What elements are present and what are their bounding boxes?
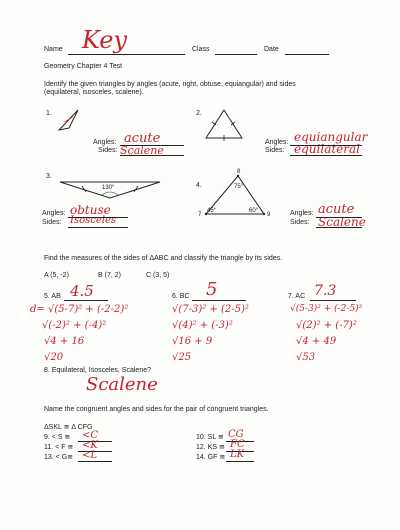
section2-instructions: Find the measures of the sides of ΔABC and classify the triangle by its sides. <box>44 255 283 262</box>
bc-line <box>192 300 246 301</box>
ab-label: 5. AB <box>44 293 61 300</box>
item1-sides-line <box>120 155 184 156</box>
bc-work-1: √(7-3)² + (2-5)² <box>172 304 249 315</box>
item2-angles-label: Angles: <box>265 139 289 146</box>
item4-vertex-top: 8 <box>237 169 241 175</box>
ac-label: 7. AC <box>288 293 306 300</box>
ab-work-4: √20 <box>44 352 64 363</box>
item1-number: 1. <box>46 110 52 117</box>
q14-label: 14. GF ≅ <box>196 454 226 461</box>
item4-angle-top: 75° <box>234 184 244 190</box>
q14-answer: LK <box>230 449 245 460</box>
q13-label: 13. < G≅ <box>44 454 74 461</box>
date-label: Date <box>264 46 279 53</box>
q11-answer: <K <box>82 440 98 451</box>
bc-work-3: √16 + 9 <box>172 336 213 347</box>
item2-sides-line <box>290 155 362 156</box>
q10-answer: CG <box>228 429 244 440</box>
q9-label: 9. < S ≅ <box>44 434 71 441</box>
q12-answer: FC <box>230 439 245 450</box>
q13-answer: <L <box>82 450 98 461</box>
item4-number: 4. <box>196 182 202 189</box>
q8-label: 8. Equilateral, Isosceles, Scalene? <box>44 367 152 374</box>
item3-angles-answer: obtuse <box>70 203 111 217</box>
item4-sides-line <box>316 227 362 228</box>
item1-angles-answer: acute <box>124 131 161 146</box>
item4-angle-left: 45° <box>207 208 217 214</box>
ab-answer: 4.5 <box>70 282 94 300</box>
item4-vertex-left: 7 <box>198 212 202 218</box>
item2-sides-answer: equilateral <box>294 142 360 156</box>
item4-angles-line <box>316 217 362 218</box>
item4-vertex-right: 9 <box>267 212 271 218</box>
ab-work-2: √(-2)² + (-4)² <box>42 320 107 331</box>
point-c: C (3, 5) <box>146 272 170 279</box>
q13-line <box>78 461 112 462</box>
bc-work-4: √25 <box>172 352 192 363</box>
point-a: A (5, -2) <box>44 272 69 279</box>
q9-answer: <C <box>82 430 99 441</box>
q8-answer: Scalene <box>86 374 158 395</box>
bc-label: 6. BC <box>172 293 190 300</box>
ac-work-1: √(5-3)² + (-2-5)² <box>290 304 363 314</box>
ac-answer: 7.3 <box>314 283 337 299</box>
bc-answer: 5 <box>206 279 218 300</box>
name-label: Name <box>44 46 63 53</box>
q10-label: 10. SL ≅ <box>196 434 224 441</box>
item4-angles-answer: acute <box>318 202 355 217</box>
ac-work-4: √53 <box>296 352 316 363</box>
name-answer: Key <box>82 26 128 54</box>
section1-instructions-1: Identify the given triangles by angles (acute, right, obtuse, equiangular) and sides <box>44 81 296 88</box>
item1-sides-answer: Scalene <box>120 144 164 157</box>
item2-sides-label: Sides: <box>265 147 285 154</box>
ac-work-2: √(2)² + (-7)² <box>296 320 357 331</box>
ac-line <box>310 300 356 301</box>
date-line <box>285 54 329 55</box>
item1-angles-line <box>120 145 184 146</box>
item3-angles-label: Angles: <box>42 210 66 217</box>
class-line <box>215 54 257 55</box>
item4-angles-label: Angles: <box>290 210 314 217</box>
item3-sides-answer: Isosceles <box>70 215 117 226</box>
item2-angles-answer: equiangular <box>294 130 368 144</box>
triangle-2 <box>204 108 244 140</box>
item2-number: 2. <box>196 110 202 117</box>
item3-angle-mark: 130° <box>102 185 115 191</box>
item3-angles-line <box>68 217 128 218</box>
q14-line <box>226 461 254 462</box>
ab-work-3: √4 + 16 <box>44 336 85 347</box>
section1-instructions-2: (equilateral, isosceles, scalene). <box>44 89 144 96</box>
item4-sides-label: Sides: <box>290 219 310 226</box>
ab-line <box>64 300 108 301</box>
bc-work-2: √(4)² + (-3)² <box>172 320 233 331</box>
q11-label: 11. < F ≅ <box>44 444 74 451</box>
item1-angles-label: Angles: <box>93 139 117 146</box>
class-label: Class <box>192 46 210 53</box>
section3-instructions: Name the congruent angles and sides for the pair of congruent triangles. <box>44 406 269 413</box>
item3-number: 3. <box>46 173 52 180</box>
item1-sides-label: Sides: <box>98 147 118 154</box>
name-line <box>68 54 185 55</box>
point-b: B (7, 2) <box>98 272 121 279</box>
congruence-statement: ΔSKL ≅ Δ CFG <box>44 424 93 431</box>
q12-label: 12. KS ≅ <box>196 444 225 451</box>
ac-work-3: √4 + 49 <box>296 336 337 347</box>
item2-angles-line <box>290 145 362 146</box>
triangle-1 <box>56 108 96 132</box>
item3-sides-line <box>68 227 128 228</box>
item4-sides-answer: Scalene <box>318 215 366 229</box>
page-title: Geometry Chapter 4 Test <box>44 63 123 70</box>
item4-angle-right: 60° <box>249 208 259 214</box>
item3-sides-label: Sides: <box>42 219 62 226</box>
ab-work-1: d= √(5-7)² + (-2-2)² <box>30 304 129 315</box>
